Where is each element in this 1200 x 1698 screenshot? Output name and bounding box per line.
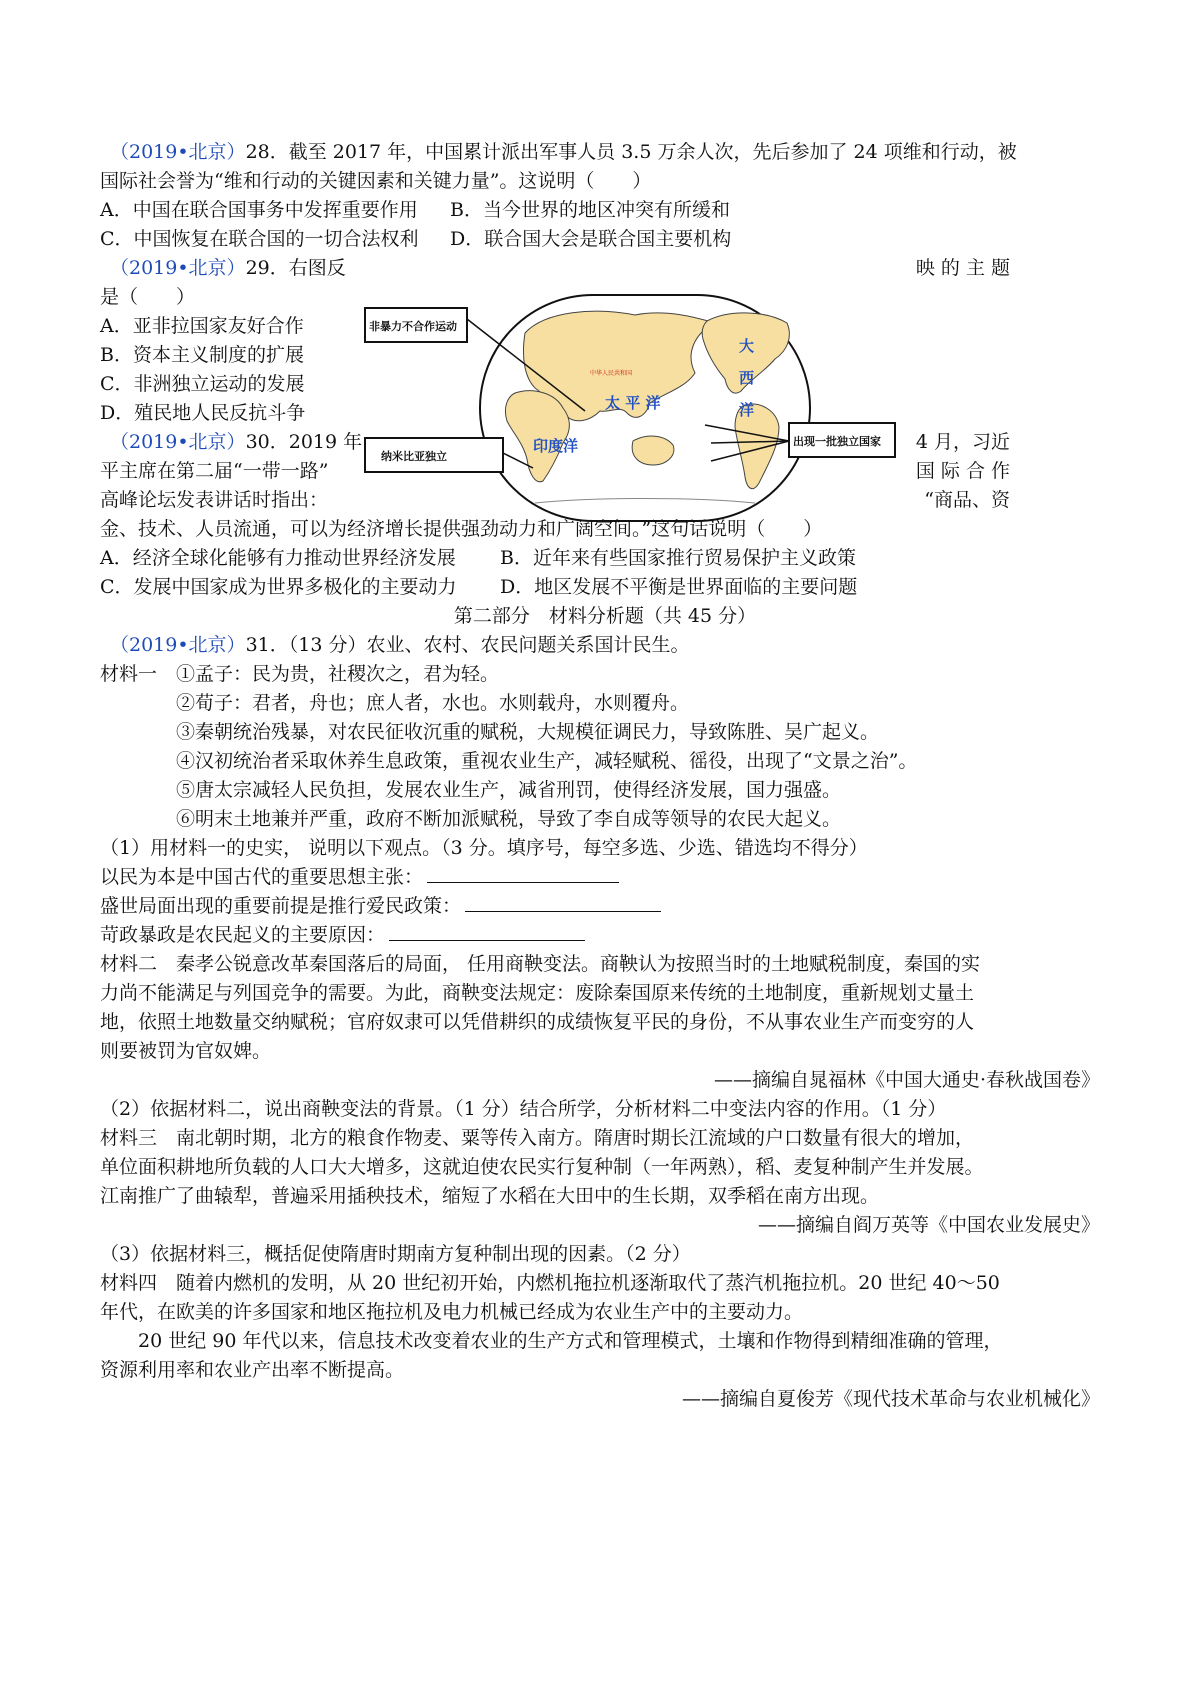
sub-question-3: （3）依据材料三，概括促使隋唐时期南方复种制出现的因素。（2 分）	[100, 1243, 691, 1265]
q30-line4: 金、技术、人员流通，可以为经济增长提供强劲动力和广阔空间。”这句话说明（ ）	[100, 518, 823, 540]
world-map-figure	[369, 293, 895, 523]
q28-option-b: B．当今世界的地区冲突有所缓和	[450, 199, 730, 221]
m1-item: ③秦朝统治残暴，对农民征收沉重的赋税，大规模征调民力，导致陈胜、吴广起义。	[176, 721, 880, 743]
q30-line2-right: 国 际 合 作	[915, 460, 1010, 482]
q30-source: （2019•北京）	[110, 431, 246, 453]
label-atlantic-1: 大	[739, 337, 755, 355]
m1-item: ②荀子：君者，舟也；庶人者，水也。水则载舟，水则覆舟。	[176, 692, 690, 714]
label-pacific: 太 平 洋	[605, 394, 661, 412]
m2-line: 则要被罚为官奴婢。	[100, 1040, 272, 1062]
sub-question-1: （1）用材料一的史实， 说明以下观点。（3 分。填序号，每空多选、少选、错选均不得分）	[100, 837, 868, 859]
m1-item: ④汉初统治者采取休养生息政策，重视农业生产，减轻赋税、徭役，出现了“文景之治”。	[176, 750, 918, 772]
q30-option-d: D．地区发展不平衡是世界面临的主要问题	[500, 576, 858, 598]
m3-line: 材料三 南北朝时期，北方的粮食作物麦、粟等传入南方。隋唐时期长江流域的户口数量有很大的增加，	[100, 1127, 975, 1149]
m1-item: ⑤唐太宗减轻人民负担，发展农业生产，减省刑罚，使得经济发展，国力强盛。	[176, 779, 842, 801]
q29-option-c: C．非洲独立运动的发展	[100, 373, 305, 395]
q29-line1: （2019•北京）29．右图反	[110, 257, 346, 279]
answer-blank-1[interactable]	[427, 864, 619, 883]
australia-land	[632, 436, 674, 465]
m3-source: ——摘编自阎万英等《中国农业发展史》	[757, 1214, 1100, 1236]
m2-line: 材料二 秦孝公锐意改革秦国落后的局面， 任用商鞅变法。商鞅认为按照当时的土地赋税制度，秦国的实	[100, 953, 981, 975]
q31-source: （2019•北京）	[110, 634, 246, 656]
q30-line3-right: “商品、资	[924, 489, 1010, 511]
q28-option-c: C．中国恢复在联合国的一切合法权利	[100, 228, 419, 250]
q29-line1-right: 映 的 主 题	[915, 257, 1010, 279]
q28-line2: 国际社会誉为“维和行动的关键因素和关键力量”。这说明（ ）	[100, 170, 652, 192]
box-left-top-label: 非暴力不合作运动	[369, 320, 457, 333]
q30-option-a: A．经济全球化能够有力推动世界经济发展	[100, 547, 456, 569]
m1-item: ⑥明末土地兼并严重，政府不断加派赋税，导致了李自成等领导的农民大起义。	[176, 808, 842, 830]
m4-line: 20 世纪 90 年代以来，信息技术改变着农业的生产方式和管理模式，土壤和作物得到精细准确的管理，	[100, 1330, 1003, 1352]
q30-option-b: B．近年来有些国家推行贸易保护主义政策	[500, 547, 856, 569]
q28-option-d: D．联合国大会是联合国主要机构	[450, 228, 732, 250]
m4-source: ——摘编自夏俊芳《现代技术革命与农业机械化》	[681, 1388, 1100, 1410]
m4-line: 年代，在欧美的许多国家和地区拖拉机及电力机械已经成为农业生产中的主要动力。	[100, 1301, 804, 1323]
fill-line-1: 以民为本是中国古代的重要思想主张：	[100, 864, 619, 890]
m2-line: 地，依照土地数量交纳赋税；官府奴隶可以凭借耕织的成绩恢复平民的身份，不从事农业生产而变穷的人	[100, 1011, 975, 1033]
q30-line2: 平主席在第二届“一带一路”	[100, 460, 329, 482]
m1-item: ①孟子：民为贵，社稷次之，君为轻。	[176, 663, 500, 685]
q28-source: （2019•北京）	[110, 141, 246, 163]
fill-line-2: 盛世局面出现的重要前提是推行爱民政策：	[100, 893, 661, 919]
q31-intro: （2019•北京）31．（13 分）农业、农村、农民问题关系国计民生。	[110, 634, 690, 656]
q30-line1-right: 4 月，习近	[915, 431, 1010, 453]
m2-source: ——摘编自晁福林《中国大通史·春秋战国卷》	[713, 1069, 1100, 1091]
label-atlantic-3: 洋	[739, 401, 755, 419]
m2-line: 力尚不能满足与列国竞争的需要。为此，商鞅变法规定：废除秦国原来传统的土地制度，重新规划丈量土	[100, 982, 975, 1004]
box-left-bottom-label: 纳米比亚独立	[381, 450, 447, 463]
q29-option-b: B．资本主义制度的扩展	[100, 344, 304, 366]
q29-line2: 是（ ）	[100, 286, 196, 308]
q28-option-a: A．中国在联合国事务中发挥重要作用	[100, 199, 418, 221]
m1-label: 材料一	[100, 663, 158, 685]
answer-blank-2[interactable]	[465, 893, 661, 912]
answer-blank-3[interactable]	[389, 922, 585, 941]
q30-option-c: C．发展中国家成为世界多极化的主要动力	[100, 576, 457, 598]
m4-line: 资源利用率和农业产出率不断提高。	[100, 1359, 405, 1381]
label-indian: 印度洋	[533, 437, 579, 455]
q30-line1: （2019•北京）30．2019 年	[110, 431, 363, 453]
fill-line-3: 苛政暴政是农民起义的主要原因：	[100, 922, 585, 948]
q29-source: （2019•北京）	[110, 257, 246, 279]
m3-line: 江南推广了曲辕犁，普遍采用插秧技术，缩短了水稻在大田中的生长期，双季稻在南方出现。	[100, 1185, 880, 1207]
sub-question-2: （2）依据材料二，说出商鞅变法的背景。（1 分）结合所学，分析材料二中变法内容的作用。（1 分）	[100, 1098, 947, 1120]
q28-line1: （2019•北京）28．截至 2017 年，中国累计派出军事人员 3.5 万余人次，先后参加了 24 项维和行动，被	[110, 141, 1017, 163]
q29-option-d: D．殖民地人民反抗斗争	[100, 402, 306, 424]
q30-line3: 高峰论坛发表讲话时指出：	[100, 489, 329, 511]
m3-line: 单位面积耕地所负载的人口大大增多，这就迫使农民实行复种制（一年两熟），稻、麦复种制产生并发展。	[100, 1156, 984, 1178]
label-atlantic-2: 西	[739, 369, 755, 387]
label-china: 中华人民共和国	[590, 370, 633, 377]
m4-line: 材料四 随着内燃机的发明，从 20 世纪初开始，内燃机拖拉机逐渐取代了蒸汽机拖拉机。20 世纪 40～50	[100, 1272, 1000, 1294]
q29-option-a: A．亚非拉国家友好合作	[100, 315, 304, 337]
box-right-label: 出现一批独立国家	[793, 435, 881, 448]
part2-title: 第二部分 材料分析题（共 45 分）	[453, 605, 757, 627]
